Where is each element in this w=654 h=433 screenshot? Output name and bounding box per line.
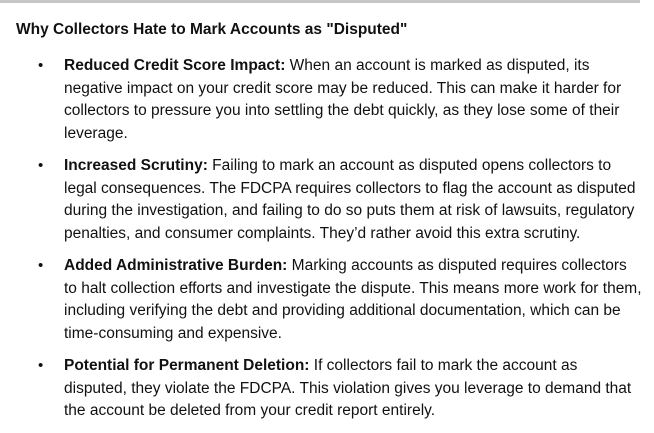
item-term: Reduced Credit Score Impact: — [64, 57, 286, 74]
bullet-icon: • — [38, 257, 44, 274]
reasons-list — [16, 55, 642, 423]
section-heading: Why Collectors Hate to Mark Accounts as "Disputed" — [16, 21, 408, 38]
item-term: Added Administrative Burden: — [64, 257, 288, 274]
item-text: When an account is marked as disputed, its negative impact on your credit score may be reduced. This can make it harder for collectors to pressure you into settling the debt quickly, as they lose some of their leverage. — [64, 57, 622, 142]
list-item — [16, 55, 642, 145]
item-text: Failing to mark an account as disputed opens collectors to legal consequences. The FDCPA requires collectors to flag the account as disputed during the investigation, and failing to do so puts them at risk of lawsuits, regulatory penalties, and consumer complaints. They’d rather avoid this extra scrutiny. — [64, 157, 636, 242]
document-section — [16, 19, 642, 433]
bullet-icon: • — [38, 357, 44, 374]
bullet-icon: • — [38, 57, 44, 74]
list-item — [16, 155, 642, 245]
item-term: Increased Scrutiny: — [64, 157, 208, 174]
list-item — [16, 355, 642, 423]
list-item — [16, 255, 642, 345]
item-text: If collectors fail to mark the account as disputed, they violate the FDCPA. This violation gives you leverage to demand that the account be deleted from your credit report entirely. — [64, 357, 632, 419]
item-text: Marking accounts as disputed requires collectors to halt collection efforts and investigate the dispute. This means more work for them, including verifying the debt and providing additional documentation, which can be time-consuming and expensive. — [64, 257, 642, 342]
top-divider — [0, 0, 640, 3]
bullet-icon: • — [38, 157, 44, 174]
item-term: Potential for Permanent Deletion: — [64, 357, 310, 374]
